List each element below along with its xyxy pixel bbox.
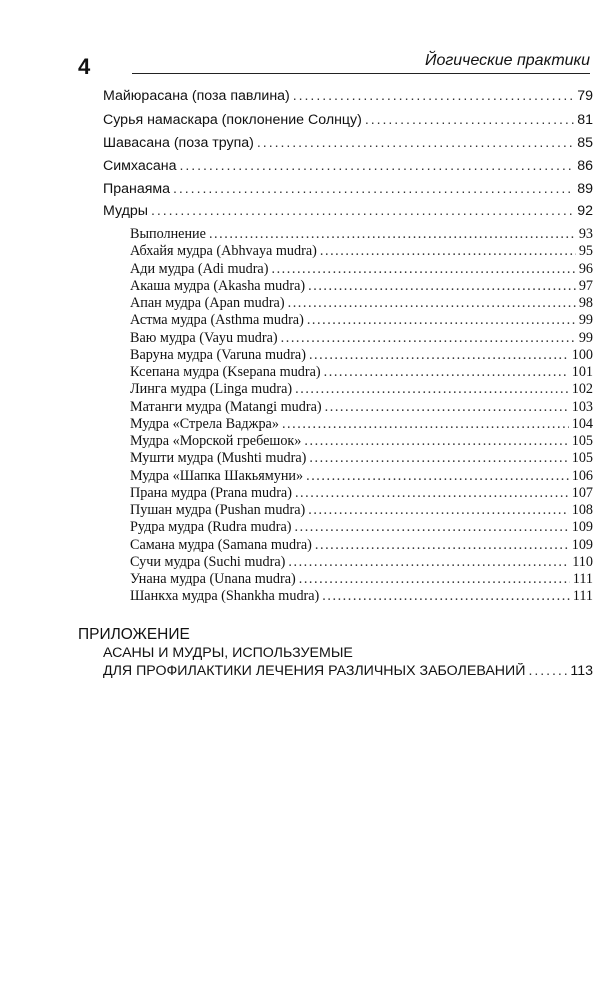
toc-subentry (130, 468, 593, 485)
toc-subentry (130, 364, 593, 381)
toc-subentry-page: 100 (571, 347, 593, 363)
toc-subentry-title: Прана мудра (Prana mudra) (130, 485, 292, 501)
toc-entry-page: 85 (577, 135, 593, 151)
dot-leader (271, 261, 575, 278)
dot-leader (308, 278, 576, 295)
toc-subentry-title: Астма мудра (Asthma mudra) (130, 312, 304, 328)
toc-subentry (130, 537, 593, 554)
page-number: 4 (78, 54, 91, 79)
toc-entry-title: Майюрасана (поза павлина) (103, 88, 290, 104)
toc-entry (103, 135, 593, 151)
toc-subentry (130, 295, 593, 312)
toc-subentry-title: Мушти мудра (Mushti mudra) (130, 450, 307, 466)
toc-subentry-title: Варуна мудра (Varuna mudra) (130, 347, 306, 363)
toc-subentry-page: 109 (571, 537, 593, 553)
dot-leader (209, 226, 576, 243)
toc-subentry (130, 347, 593, 364)
toc-subentry-title: Рудра мудра (Rudra mudra) (130, 519, 292, 535)
toc-subentry (130, 485, 593, 502)
toc-subentry (130, 433, 593, 450)
toc-entry (103, 88, 593, 104)
toc-subentry-title: Пушан мудра (Pushan mudra) (130, 502, 306, 518)
toc-subentry-title: Матанги мудра (Matangi mudra) (130, 399, 322, 415)
dot-leader (309, 450, 568, 467)
toc-subentry (130, 312, 593, 329)
toc-subentry-title: Абхайя мудра (Abhvaya mudra) (130, 243, 317, 259)
dot-leader (299, 571, 570, 588)
toc-entry-title: Симхасана (103, 158, 177, 174)
dot-leader (295, 519, 569, 536)
dot-leader (282, 416, 569, 433)
toc-entry (103, 203, 593, 219)
dot-leader (281, 330, 576, 347)
toc-entry-title: Мудры (103, 203, 148, 219)
toc-subentry-page: 108 (571, 502, 593, 518)
toc-subentry-page: 95 (578, 243, 593, 259)
toc-subentry-page: 102 (571, 381, 593, 397)
toc-subentry (130, 381, 593, 398)
toc-entry (103, 181, 593, 197)
toc-subentry-page: 101 (571, 364, 593, 380)
dot-leader (315, 537, 569, 554)
header-rule (132, 73, 590, 74)
toc-subentry-page: 105 (571, 433, 593, 449)
toc-subentry-title: Сучи мудра (Suchi mudra) (130, 554, 286, 570)
toc-entry-title: Пранаяма (103, 181, 171, 197)
toc-subentry (130, 226, 593, 243)
toc-subentry-page: 109 (571, 519, 593, 535)
toc-subentry (130, 416, 593, 433)
toc-subentry (130, 278, 593, 295)
toc-entry-title: Сурья намаскара (поклонение Солнцу) (103, 112, 362, 128)
toc-entry-page: 81 (577, 112, 593, 128)
toc-subentry-title: Мудра «Шапка Шакьямуни» (130, 468, 304, 484)
toc-subentry-title: Унана мудра (Unana mudra) (130, 571, 296, 587)
toc-subentry-title: Шанкха мудра (Shankha mudra) (130, 588, 320, 604)
toc-entry-page: 86 (577, 158, 593, 174)
appendix-title-line-2: ДЛЯ ПРОФИЛАКТИКИ ЛЕЧЕНИЯ РАЗЛИЧНЫХ ЗАБОЛЕВАНИЙ (103, 663, 526, 679)
toc-subentry-page: 107 (571, 485, 593, 501)
toc-subentry-title: Мудра «Стрела Ваджра» (130, 416, 279, 432)
toc-subentry-title: Ксепана мудра (Ksepana mudra) (130, 364, 321, 380)
toc-subentry-page: 111 (572, 571, 593, 587)
dot-leader (288, 554, 569, 571)
toc-subentry-page: 103 (571, 399, 593, 415)
dot-leader (322, 588, 569, 605)
toc-subentry (130, 554, 593, 571)
dot-leader (528, 663, 567, 679)
toc-subentry (130, 330, 593, 347)
toc-subentry (130, 588, 593, 605)
toc-subentry (130, 399, 593, 416)
dot-leader (295, 381, 569, 398)
dot-leader (179, 158, 574, 174)
dot-leader (288, 295, 576, 312)
toc-subentry-page: 111 (572, 588, 593, 604)
toc-subentry-title: Апан мудра (Apan mudra) (130, 295, 285, 311)
toc-subentry-title: Самана мудра (Samana mudra) (130, 537, 312, 553)
toc-subentry-page: 106 (571, 468, 593, 484)
dot-leader (173, 181, 574, 197)
dot-leader (293, 88, 574, 104)
toc-subentry-title: Линга мудра (Linga mudra) (130, 381, 293, 397)
page-header (78, 44, 590, 84)
toc-subentry (130, 571, 593, 588)
toc-subentry-page: 110 (572, 554, 593, 570)
toc-entry (103, 112, 593, 128)
dot-leader (308, 502, 568, 519)
dot-leader (304, 433, 568, 450)
toc-entry-page: 89 (577, 181, 593, 197)
toc-subentry-page: 98 (578, 295, 593, 311)
toc-subentry-page: 99 (578, 312, 593, 328)
appendix-page-number: 113 (570, 663, 593, 679)
dot-leader (320, 243, 576, 260)
dot-leader (324, 364, 569, 381)
toc-subentry-title: Ади мудра (Adi mudra) (130, 261, 269, 277)
toc-subentry-title: Ваю мудра (Vayu mudra) (130, 330, 278, 346)
dot-leader (307, 312, 576, 329)
toc-subentry-page: 97 (578, 278, 593, 294)
toc-subentry-page: 105 (571, 450, 593, 466)
toc-subentry-title: Выполнение (130, 226, 206, 242)
toc-subentry (130, 243, 593, 260)
appendix-title-line-1: АСАНЫ И МУДРЫ, ИСПОЛЬЗУЕМЫЕ (103, 645, 353, 661)
dot-leader (365, 112, 574, 128)
dot-leader (309, 347, 569, 364)
toc-subentry-title: Акаша мудра (Akasha mudra) (130, 278, 306, 294)
toc-subentry (130, 502, 593, 519)
dot-leader (257, 135, 574, 151)
toc-entry (103, 158, 593, 174)
appendix-heading: ПРИЛОЖЕНИЕ (78, 626, 190, 643)
dot-leader (151, 203, 574, 219)
toc-subentry (130, 450, 593, 467)
toc-subentry-page: 99 (578, 330, 593, 346)
dot-leader (325, 399, 569, 416)
toc-entry-page: 79 (577, 88, 593, 104)
toc-subentry-page: 96 (578, 261, 593, 277)
toc-subentry-title: Мудра «Морской гребешок» (130, 433, 302, 449)
toc-entry-page: 92 (577, 203, 593, 219)
dot-leader (306, 468, 569, 485)
toc-entry-title: Шавасана (поза трупа) (103, 135, 254, 151)
dot-leader (295, 485, 569, 502)
running-title: Йогические практики (421, 52, 590, 70)
toc-subentry (130, 519, 593, 536)
toc-subentry-page: 104 (571, 416, 593, 432)
toc-subentry-page: 93 (578, 226, 593, 242)
toc-subentry (130, 261, 593, 278)
appendix-entry (103, 663, 593, 679)
